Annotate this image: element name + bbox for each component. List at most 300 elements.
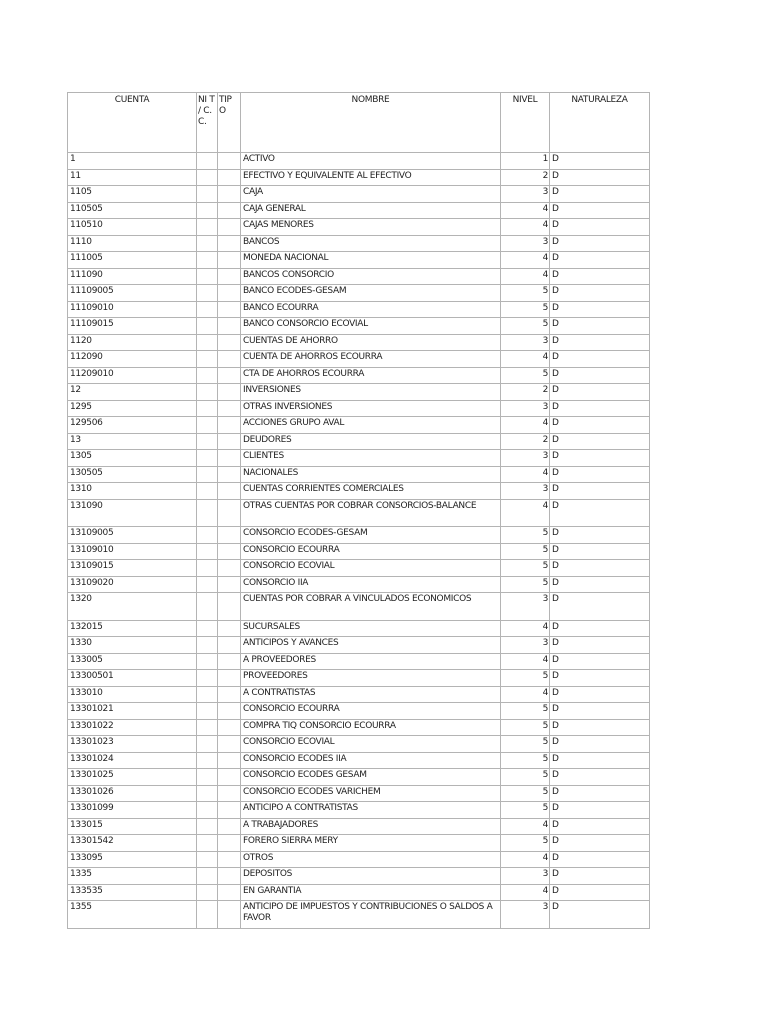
cell-tipo <box>218 450 241 467</box>
cell-nivel: 5 <box>501 285 550 302</box>
cell-nit <box>197 653 218 670</box>
cell-nombre: CONSORCIO ECODES VARICHEM <box>241 785 501 802</box>
table-row <box>68 169 650 186</box>
cell-cuenta: 13301022 <box>68 719 197 736</box>
cell-naturaleza: D <box>550 433 650 450</box>
cell-nivel: 5 <box>501 802 550 819</box>
cell-nivel: 4 <box>501 351 550 368</box>
table-row <box>68 318 650 335</box>
table-row <box>68 153 650 170</box>
table-row <box>68 851 650 868</box>
cell-nit <box>197 884 218 901</box>
table-row <box>68 450 650 467</box>
table-row <box>68 670 650 687</box>
cell-nit <box>197 318 218 335</box>
cell-tipo <box>218 637 241 654</box>
cell-nombre: DEUDORES <box>241 433 501 450</box>
cell-cuenta: 133005 <box>68 653 197 670</box>
cell-nit <box>197 384 218 401</box>
cell-cuenta: 1105 <box>68 186 197 203</box>
cell-nivel: 5 <box>501 576 550 593</box>
cell-nombre: EN GARANTIA <box>241 884 501 901</box>
table-row <box>68 384 650 401</box>
cell-nivel: 4 <box>501 818 550 835</box>
cell-nombre: ACTIVO <box>241 153 501 170</box>
cell-nit <box>197 153 218 170</box>
cell-nivel: 4 <box>501 417 550 434</box>
cell-naturaleza: D <box>550 367 650 384</box>
cell-nit <box>197 450 218 467</box>
cell-naturaleza: D <box>550 686 650 703</box>
cell-tipo <box>218 752 241 769</box>
cell-naturaleza: D <box>550 219 650 236</box>
cell-cuenta: 13300501 <box>68 670 197 687</box>
cell-nivel: 5 <box>501 301 550 318</box>
cell-tipo <box>218 186 241 203</box>
cell-nombre: EFECTIVO Y EQUIVALENTE AL EFECTIVO <box>241 169 501 186</box>
header-cuenta: CUENTA <box>68 93 197 153</box>
cell-nit <box>197 268 218 285</box>
cell-cuenta: 1120 <box>68 334 197 351</box>
table-row <box>68 400 650 417</box>
cell-cuenta: 11 <box>68 169 197 186</box>
cell-naturaleza: D <box>550 719 650 736</box>
cell-tipo <box>218 433 241 450</box>
cell-nit <box>197 818 218 835</box>
cell-naturaleza: D <box>550 670 650 687</box>
cell-nit <box>197 169 218 186</box>
cell-nombre: FORERO SIERRA MERY <box>241 835 501 852</box>
cell-nit <box>197 400 218 417</box>
cell-nombre: CUENTA DE AHORROS ECOURRA <box>241 351 501 368</box>
cell-nivel: 3 <box>501 400 550 417</box>
cell-cuenta: 13301021 <box>68 703 197 720</box>
cell-cuenta: 13 <box>68 433 197 450</box>
cell-nombre: CAJAS MENORES <box>241 219 501 236</box>
cell-nit <box>197 334 218 351</box>
cell-naturaleza: D <box>550 620 650 637</box>
cell-nombre: CONSORCIO ECODES GESAM <box>241 769 501 786</box>
cell-nombre: CONSORCIO ECOURRA <box>241 543 501 560</box>
table-row <box>68 301 650 318</box>
cell-naturaleza: D <box>550 334 650 351</box>
cell-nivel: 4 <box>501 252 550 269</box>
cell-naturaleza: D <box>550 384 650 401</box>
cell-cuenta: 1310 <box>68 483 197 500</box>
cell-nit <box>197 868 218 885</box>
cell-nivel: 3 <box>501 235 550 252</box>
cell-nombre: NACIONALES <box>241 466 501 483</box>
cell-nit <box>197 351 218 368</box>
cell-cuenta: 13109020 <box>68 576 197 593</box>
cell-naturaleza: D <box>550 653 650 670</box>
cell-naturaleza: D <box>550 202 650 219</box>
table-row <box>68 835 650 852</box>
cell-nivel: 3 <box>501 593 550 621</box>
cell-cuenta: 111005 <box>68 252 197 269</box>
cell-nivel: 2 <box>501 384 550 401</box>
cell-naturaleza: D <box>550 285 650 302</box>
cell-cuenta: 1355 <box>68 901 197 929</box>
cell-nivel: 5 <box>501 736 550 753</box>
cell-nit <box>197 752 218 769</box>
table-body <box>68 153 650 929</box>
cell-nit <box>197 301 218 318</box>
cell-cuenta: 110510 <box>68 219 197 236</box>
cell-nit <box>197 719 218 736</box>
cell-naturaleza: D <box>550 318 650 335</box>
cell-cuenta: 11109010 <box>68 301 197 318</box>
cell-nivel: 4 <box>501 653 550 670</box>
cell-nivel: 3 <box>501 483 550 500</box>
header-tipo: TIP O <box>218 93 241 153</box>
cell-nivel: 3 <box>501 901 550 929</box>
cell-nit <box>197 252 218 269</box>
cell-nombre: A PROVEEDORES <box>241 653 501 670</box>
cell-cuenta: 12 <box>68 384 197 401</box>
cell-tipo <box>218 499 241 527</box>
cell-cuenta: 133015 <box>68 818 197 835</box>
cell-cuenta: 11109005 <box>68 285 197 302</box>
cell-nit <box>197 235 218 252</box>
cell-tipo <box>218 235 241 252</box>
cell-naturaleza: D <box>550 802 650 819</box>
cell-naturaleza: D <box>550 543 650 560</box>
cell-nombre: ACCIONES GRUPO AVAL <box>241 417 501 434</box>
cell-cuenta: 1 <box>68 153 197 170</box>
cell-tipo <box>218 769 241 786</box>
cell-naturaleza: D <box>550 637 650 654</box>
table-row <box>68 367 650 384</box>
cell-nivel: 5 <box>501 752 550 769</box>
cell-nit <box>197 802 218 819</box>
table-row <box>68 219 650 236</box>
cell-cuenta: 1295 <box>68 400 197 417</box>
cell-naturaleza: D <box>550 593 650 621</box>
cell-tipo <box>218 703 241 720</box>
cell-nit <box>197 736 218 753</box>
table-row <box>68 736 650 753</box>
cell-nivel: 3 <box>501 186 550 203</box>
cell-nit <box>197 769 218 786</box>
cell-cuenta: 110505 <box>68 202 197 219</box>
cell-nombre: A CONTRATISTAS <box>241 686 501 703</box>
cell-cuenta: 13301026 <box>68 785 197 802</box>
cell-cuenta: 13301099 <box>68 802 197 819</box>
cell-tipo <box>218 884 241 901</box>
cell-tipo <box>218 318 241 335</box>
table-row <box>68 202 650 219</box>
cell-nombre: BANCOS CONSORCIO <box>241 268 501 285</box>
table-row <box>68 543 650 560</box>
table-row <box>68 334 650 351</box>
table-row <box>68 186 650 203</box>
cell-tipo <box>218 670 241 687</box>
table-row <box>68 637 650 654</box>
cell-tipo <box>218 384 241 401</box>
cell-cuenta: 13301025 <box>68 769 197 786</box>
cell-tipo <box>218 901 241 929</box>
cell-nivel: 2 <box>501 169 550 186</box>
cell-nit <box>197 483 218 500</box>
cell-nombre: COMPRA TIQ CONSORCIO ECOURRA <box>241 719 501 736</box>
cell-nit <box>197 851 218 868</box>
cell-nivel: 4 <box>501 884 550 901</box>
table-row <box>68 285 650 302</box>
cell-nit <box>197 466 218 483</box>
header-naturaleza: NATURALEZA <box>550 93 650 153</box>
cell-tipo <box>218 593 241 621</box>
cell-nombre: CONSORCIO ECODES IIA <box>241 752 501 769</box>
cell-naturaleza: D <box>550 235 650 252</box>
cell-nit <box>197 186 218 203</box>
cell-nivel: 5 <box>501 318 550 335</box>
cell-nombre: A TRABAJADORES <box>241 818 501 835</box>
cell-nivel: 5 <box>501 785 550 802</box>
table-row <box>68 351 650 368</box>
cell-nombre: CONSORCIO IIA <box>241 576 501 593</box>
cell-cuenta: 112090 <box>68 351 197 368</box>
cell-nivel: 4 <box>501 620 550 637</box>
cell-tipo <box>218 576 241 593</box>
cell-cuenta: 129506 <box>68 417 197 434</box>
cell-cuenta: 1320 <box>68 593 197 621</box>
cell-nit <box>197 219 218 236</box>
chart-of-accounts-table <box>67 92 650 929</box>
table-row <box>68 703 650 720</box>
cell-nit <box>197 703 218 720</box>
cell-nombre: OTRAS CUENTAS POR COBRAR CONSORCIOS-BALANCE <box>241 499 501 527</box>
cell-nivel: 4 <box>501 202 550 219</box>
cell-nivel: 4 <box>501 499 550 527</box>
table-row <box>68 785 650 802</box>
table-row <box>68 560 650 577</box>
cell-nivel: 4 <box>501 268 550 285</box>
cell-naturaleza: D <box>550 169 650 186</box>
cell-nit <box>197 543 218 560</box>
cell-cuenta: 111090 <box>68 268 197 285</box>
cell-nivel: 5 <box>501 367 550 384</box>
cell-nit <box>197 576 218 593</box>
cell-naturaleza: D <box>550 466 650 483</box>
cell-nivel: 2 <box>501 433 550 450</box>
table-row <box>68 483 650 500</box>
cell-naturaleza: D <box>550 483 650 500</box>
table-row <box>68 818 650 835</box>
cell-nombre: BANCOS <box>241 235 501 252</box>
table-row <box>68 576 650 593</box>
table-row <box>68 499 650 527</box>
cell-tipo <box>218 252 241 269</box>
header-row <box>68 93 650 153</box>
table-row <box>68 686 650 703</box>
cell-nombre: BANCO ECOURRA <box>241 301 501 318</box>
cell-cuenta: 11209010 <box>68 367 197 384</box>
cell-tipo <box>218 466 241 483</box>
cell-naturaleza: D <box>550 703 650 720</box>
table-row <box>68 752 650 769</box>
cell-nombre: ANTICIPO A CONTRATISTAS <box>241 802 501 819</box>
cell-tipo <box>218 301 241 318</box>
cell-tipo <box>218 285 241 302</box>
table-row <box>68 901 650 929</box>
cell-nit <box>197 686 218 703</box>
cell-nit <box>197 499 218 527</box>
cell-tipo <box>218 835 241 852</box>
cell-nivel: 5 <box>501 835 550 852</box>
cell-naturaleza: D <box>550 752 650 769</box>
cell-nombre: BANCO ECODES-GESAM <box>241 285 501 302</box>
cell-nit <box>197 620 218 637</box>
cell-naturaleza: D <box>550 851 650 868</box>
cell-naturaleza: D <box>550 400 650 417</box>
cell-nombre: CTA DE AHORROS ECOURRA <box>241 367 501 384</box>
cell-nit <box>197 593 218 621</box>
cell-nit <box>197 433 218 450</box>
cell-nombre: OTROS <box>241 851 501 868</box>
table-row <box>68 719 650 736</box>
cell-cuenta: 11109015 <box>68 318 197 335</box>
table-row <box>68 769 650 786</box>
cell-tipo <box>218 653 241 670</box>
cell-nombre: MONEDA NACIONAL <box>241 252 501 269</box>
cell-cuenta: 133010 <box>68 686 197 703</box>
cell-naturaleza: D <box>550 769 650 786</box>
cell-nivel: 4 <box>501 219 550 236</box>
cell-nit <box>197 785 218 802</box>
cell-naturaleza: D <box>550 818 650 835</box>
cell-nombre: CUENTAS POR COBRAR A VINCULADOS ECONOMICOS <box>241 593 501 621</box>
cell-cuenta: 13109010 <box>68 543 197 560</box>
cell-cuenta: 13301023 <box>68 736 197 753</box>
cell-tipo <box>218 219 241 236</box>
cell-nit <box>197 202 218 219</box>
cell-nivel: 5 <box>501 560 550 577</box>
cell-nombre: CUENTAS CORRIENTES COMERCIALES <box>241 483 501 500</box>
cell-nivel: 4 <box>501 466 550 483</box>
cell-nombre: CLIENTES <box>241 450 501 467</box>
cell-tipo <box>218 334 241 351</box>
cell-nivel: 3 <box>501 450 550 467</box>
cell-tipo <box>218 367 241 384</box>
cell-nombre: SUCURSALES <box>241 620 501 637</box>
header-nombre: NOMBRE <box>241 93 501 153</box>
cell-cuenta: 13109015 <box>68 560 197 577</box>
cell-naturaleza: D <box>550 736 650 753</box>
header-nit: NI T / C. C. <box>197 93 218 153</box>
cell-naturaleza: D <box>550 560 650 577</box>
cell-naturaleza: D <box>550 450 650 467</box>
cell-nombre: CAJA <box>241 186 501 203</box>
cell-naturaleza: D <box>550 835 650 852</box>
cell-naturaleza: D <box>550 499 650 527</box>
cell-tipo <box>218 620 241 637</box>
table-row <box>68 868 650 885</box>
cell-nit <box>197 367 218 384</box>
cell-nit <box>197 901 218 929</box>
cell-cuenta: 1110 <box>68 235 197 252</box>
cell-nit <box>197 670 218 687</box>
cell-tipo <box>218 417 241 434</box>
table-row <box>68 252 650 269</box>
cell-tipo <box>218 351 241 368</box>
cell-nivel: 5 <box>501 719 550 736</box>
cell-tipo <box>218 818 241 835</box>
cell-nivel: 5 <box>501 527 550 544</box>
cell-cuenta: 132015 <box>68 620 197 637</box>
cell-nombre: DEPOSITOS <box>241 868 501 885</box>
cell-cuenta: 1335 <box>68 868 197 885</box>
table-row <box>68 235 650 252</box>
cell-naturaleza: D <box>550 268 650 285</box>
cell-nombre: CONSORCIO ECOURRA <box>241 703 501 720</box>
cell-cuenta: 133535 <box>68 884 197 901</box>
cell-nivel: 3 <box>501 637 550 654</box>
cell-cuenta: 133095 <box>68 851 197 868</box>
cell-naturaleza: D <box>550 252 650 269</box>
cell-tipo <box>218 268 241 285</box>
cell-tipo <box>218 153 241 170</box>
cell-nivel: 5 <box>501 769 550 786</box>
cell-tipo <box>218 851 241 868</box>
cell-naturaleza: D <box>550 301 650 318</box>
cell-cuenta: 130505 <box>68 466 197 483</box>
cell-tipo <box>218 802 241 819</box>
table-row <box>68 527 650 544</box>
table-row <box>68 802 650 819</box>
cell-tipo <box>218 560 241 577</box>
cell-naturaleza: D <box>550 153 650 170</box>
cell-tipo <box>218 400 241 417</box>
cell-nombre: ANTICIPOS Y AVANCES <box>241 637 501 654</box>
cell-nombre: CONSORCIO ECOVIAL <box>241 736 501 753</box>
cell-tipo <box>218 169 241 186</box>
cell-nit <box>197 417 218 434</box>
cell-tipo <box>218 483 241 500</box>
cell-nombre: CAJA GENERAL <box>241 202 501 219</box>
cell-nombre: BANCO CONSORCIO ECOVIAL <box>241 318 501 335</box>
cell-nivel: 4 <box>501 686 550 703</box>
cell-tipo <box>218 785 241 802</box>
cell-tipo <box>218 686 241 703</box>
cell-naturaleza: D <box>550 884 650 901</box>
cell-cuenta: 13301024 <box>68 752 197 769</box>
cell-tipo <box>218 868 241 885</box>
cell-cuenta: 1330 <box>68 637 197 654</box>
cell-tipo <box>218 527 241 544</box>
cell-naturaleza: D <box>550 417 650 434</box>
cell-nit <box>197 285 218 302</box>
header-nivel: NIVEL <box>501 93 550 153</box>
cell-cuenta: 13301542 <box>68 835 197 852</box>
cell-nivel: 3 <box>501 334 550 351</box>
cell-naturaleza: D <box>550 186 650 203</box>
cell-nombre: CUENTAS DE AHORRO <box>241 334 501 351</box>
cell-nombre: OTRAS INVERSIONES <box>241 400 501 417</box>
cell-naturaleza: D <box>550 868 650 885</box>
cell-nit <box>197 527 218 544</box>
table-row <box>68 417 650 434</box>
table-row <box>68 268 650 285</box>
cell-nivel: 5 <box>501 543 550 560</box>
cell-nombre: CONSORCIO ECOVIAL <box>241 560 501 577</box>
cell-naturaleza: D <box>550 527 650 544</box>
cell-nombre: INVERSIONES <box>241 384 501 401</box>
cell-nombre: PROVEEDORES <box>241 670 501 687</box>
table-row <box>68 593 650 621</box>
table-row <box>68 433 650 450</box>
cell-tipo <box>218 202 241 219</box>
